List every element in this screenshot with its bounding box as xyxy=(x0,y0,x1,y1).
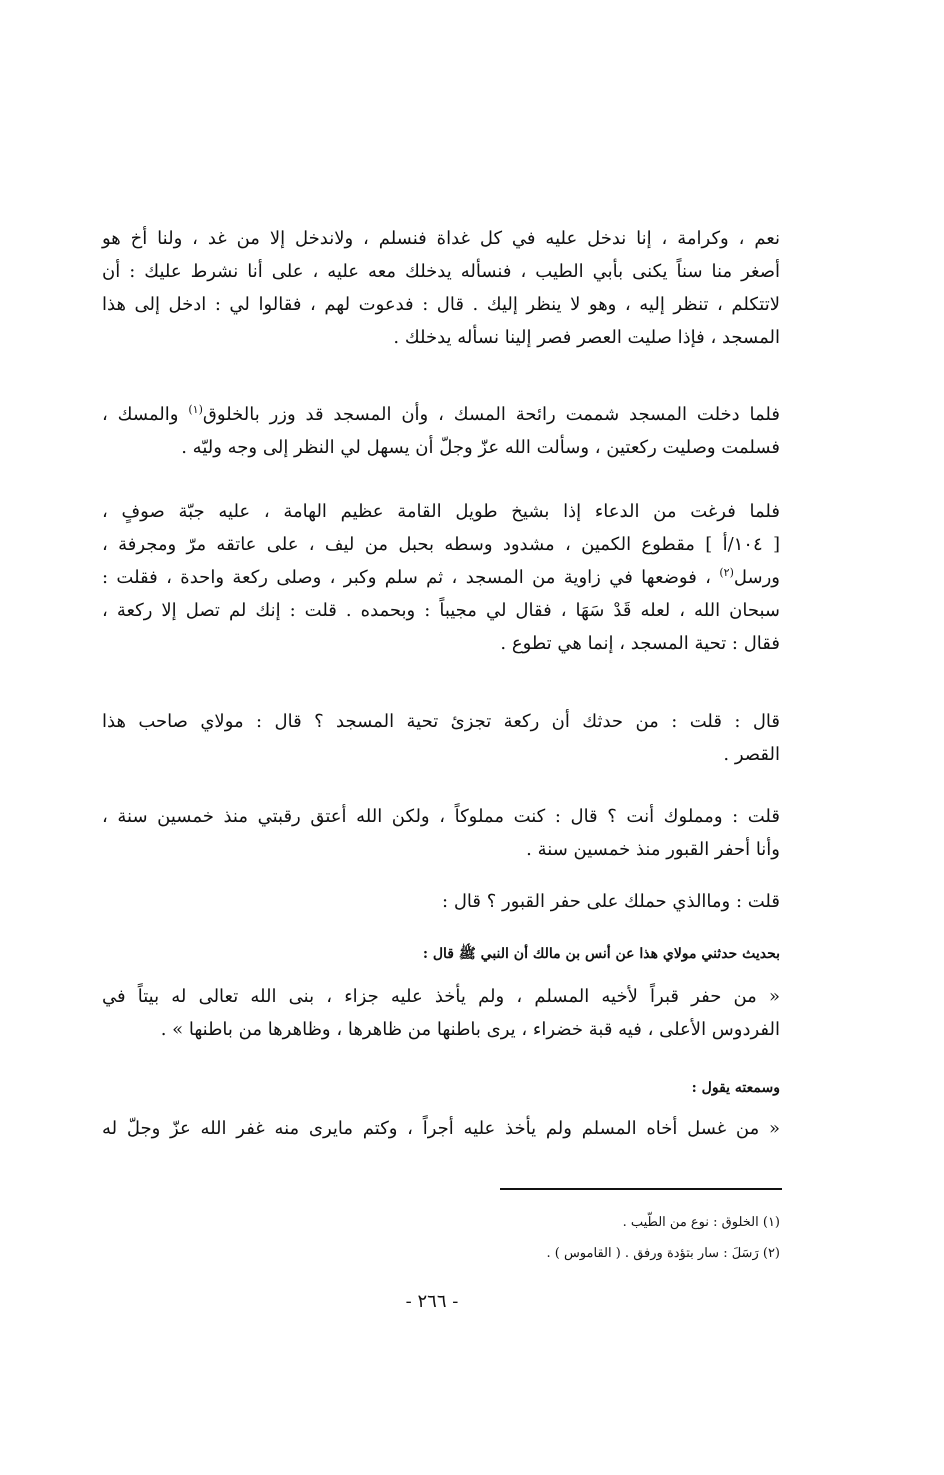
text-line: قلت : وماالذي حملك على حفر القبور ؟ قال : xyxy=(442,891,780,912)
text-line: المسجد ، فإذا صليت العصر فصر إلينا نسأله يدخلك . xyxy=(393,327,780,348)
hadith-intro: بحديث حدثني مولاي هذا عن أنس بن مالك أن النبي ﷺ قال : xyxy=(422,946,780,962)
text-line: سبحان الله ، لعله قَدْ سَهَا ، فقال لي مجيباً : وبحمده . قلت : إنك لم تصل إلا ركعة ، xyxy=(102,600,780,621)
text-line: « من غسل أخاه المسلم ولم يأخذ عليه أجراً ، وكتم مايرى منه غفر الله عزّ وجلّ له xyxy=(102,1118,780,1139)
paragraph-1 xyxy=(102,222,780,354)
footnote-marker-1: (١) xyxy=(188,403,203,416)
text-segment: والمسك ، xyxy=(102,404,179,425)
paragraph-4 xyxy=(102,705,780,771)
sami-heading: وسمعته يقول : xyxy=(691,1080,780,1096)
text-line xyxy=(102,561,780,594)
text-line: الفردوس الأعلى ، فيه قبة خضراء ، يرى باطنها من ظاهرها ، وظاهرها من باطنها » . xyxy=(160,1019,780,1040)
text-segment: فلما دخلت المسجد شممت رائحة المسك ، وأن المسجد قد وزر بالخلوق xyxy=(202,404,780,425)
footnote-1: (١) الخلوق : نوع من الطّيب . xyxy=(622,1215,780,1230)
text-line: لاتتكلم ، تنظر إليه ، وهو لا ينظر إليك . قال : فدعوت لهم ، فقالوا لي : ادخل إلى هذا xyxy=(102,294,780,315)
paragraph-hadith-2 xyxy=(102,1112,780,1145)
text-line: فلما فرغت من الدعاء إذا بشيخ طويل القامة عظيم الهامة ، عليه جبّة صوفٍ ، xyxy=(102,501,780,522)
text-line: فسلمت وصليت ركعتين ، وسألت الله عزّ وجلّ أن يسهل لي النظر إلى وجه وليّه . xyxy=(181,437,780,458)
text-segment: ، فوضعها في زاوية من المسجد ، ثم سلم وكبر ، وصلى ركعة واحدة ، فقلت : xyxy=(102,567,711,588)
text-line: القصر . xyxy=(723,744,780,765)
text-line xyxy=(102,398,780,431)
text-line: قلت : ومملوك أنت ؟ قال : كنت مملوكاً ، ولكن الله أعتق رقبتي منذ خمسين سنة ، xyxy=(102,806,780,827)
text-line: فقال : تحية المسجد ، إنما هي تطوع . xyxy=(500,633,780,654)
paragraph-5 xyxy=(102,800,780,866)
text-line: نعم ، وكرامة ، إنا ندخل عليه في كل غداة فنسلم ، ولاندخل إلا من غد ، ولنا أخ هو xyxy=(102,228,780,249)
text-line: أصغر منا سناً يكنى بأبي الطيب ، فنسأله يدخلك معه عليه ، على أنا نشرط عليك : أن xyxy=(102,261,780,282)
footnote-marker-2: (٢) xyxy=(719,566,734,579)
footnote-2: (٢) رَسَلَ : سار بتؤدة ورفق . ( القاموس ) . xyxy=(546,1246,780,1261)
paragraph-6 xyxy=(102,885,780,918)
text-line: قال : قلت : من حدثك أن ركعة تجزئ تحية المسجد ؟ قال : مولاي صاحب هذا xyxy=(102,711,780,732)
text-segment: ورسل xyxy=(733,567,780,588)
text-line: وأنا أحفر القبور منذ خمسين سنة . xyxy=(526,839,780,860)
footnote-separator xyxy=(500,1188,782,1190)
paragraph-2 xyxy=(102,398,780,464)
text-line: « من حفر قبراً لأخيه المسلم ، ولم يأخذ عليه جزاء ، بنى الله تعالى له بيتاً في xyxy=(102,986,780,1007)
paragraph-3 xyxy=(102,495,780,660)
page-number: - ٢٦٦ - xyxy=(405,1291,459,1312)
paragraph-hadith-1 xyxy=(102,980,780,1046)
text-line: [ ١٠٤/أ ] مقطوع الكمين ، مشدود وسطه بحبل من ليف ، على عاتقه مرّ ومجرفة ، xyxy=(102,534,780,555)
